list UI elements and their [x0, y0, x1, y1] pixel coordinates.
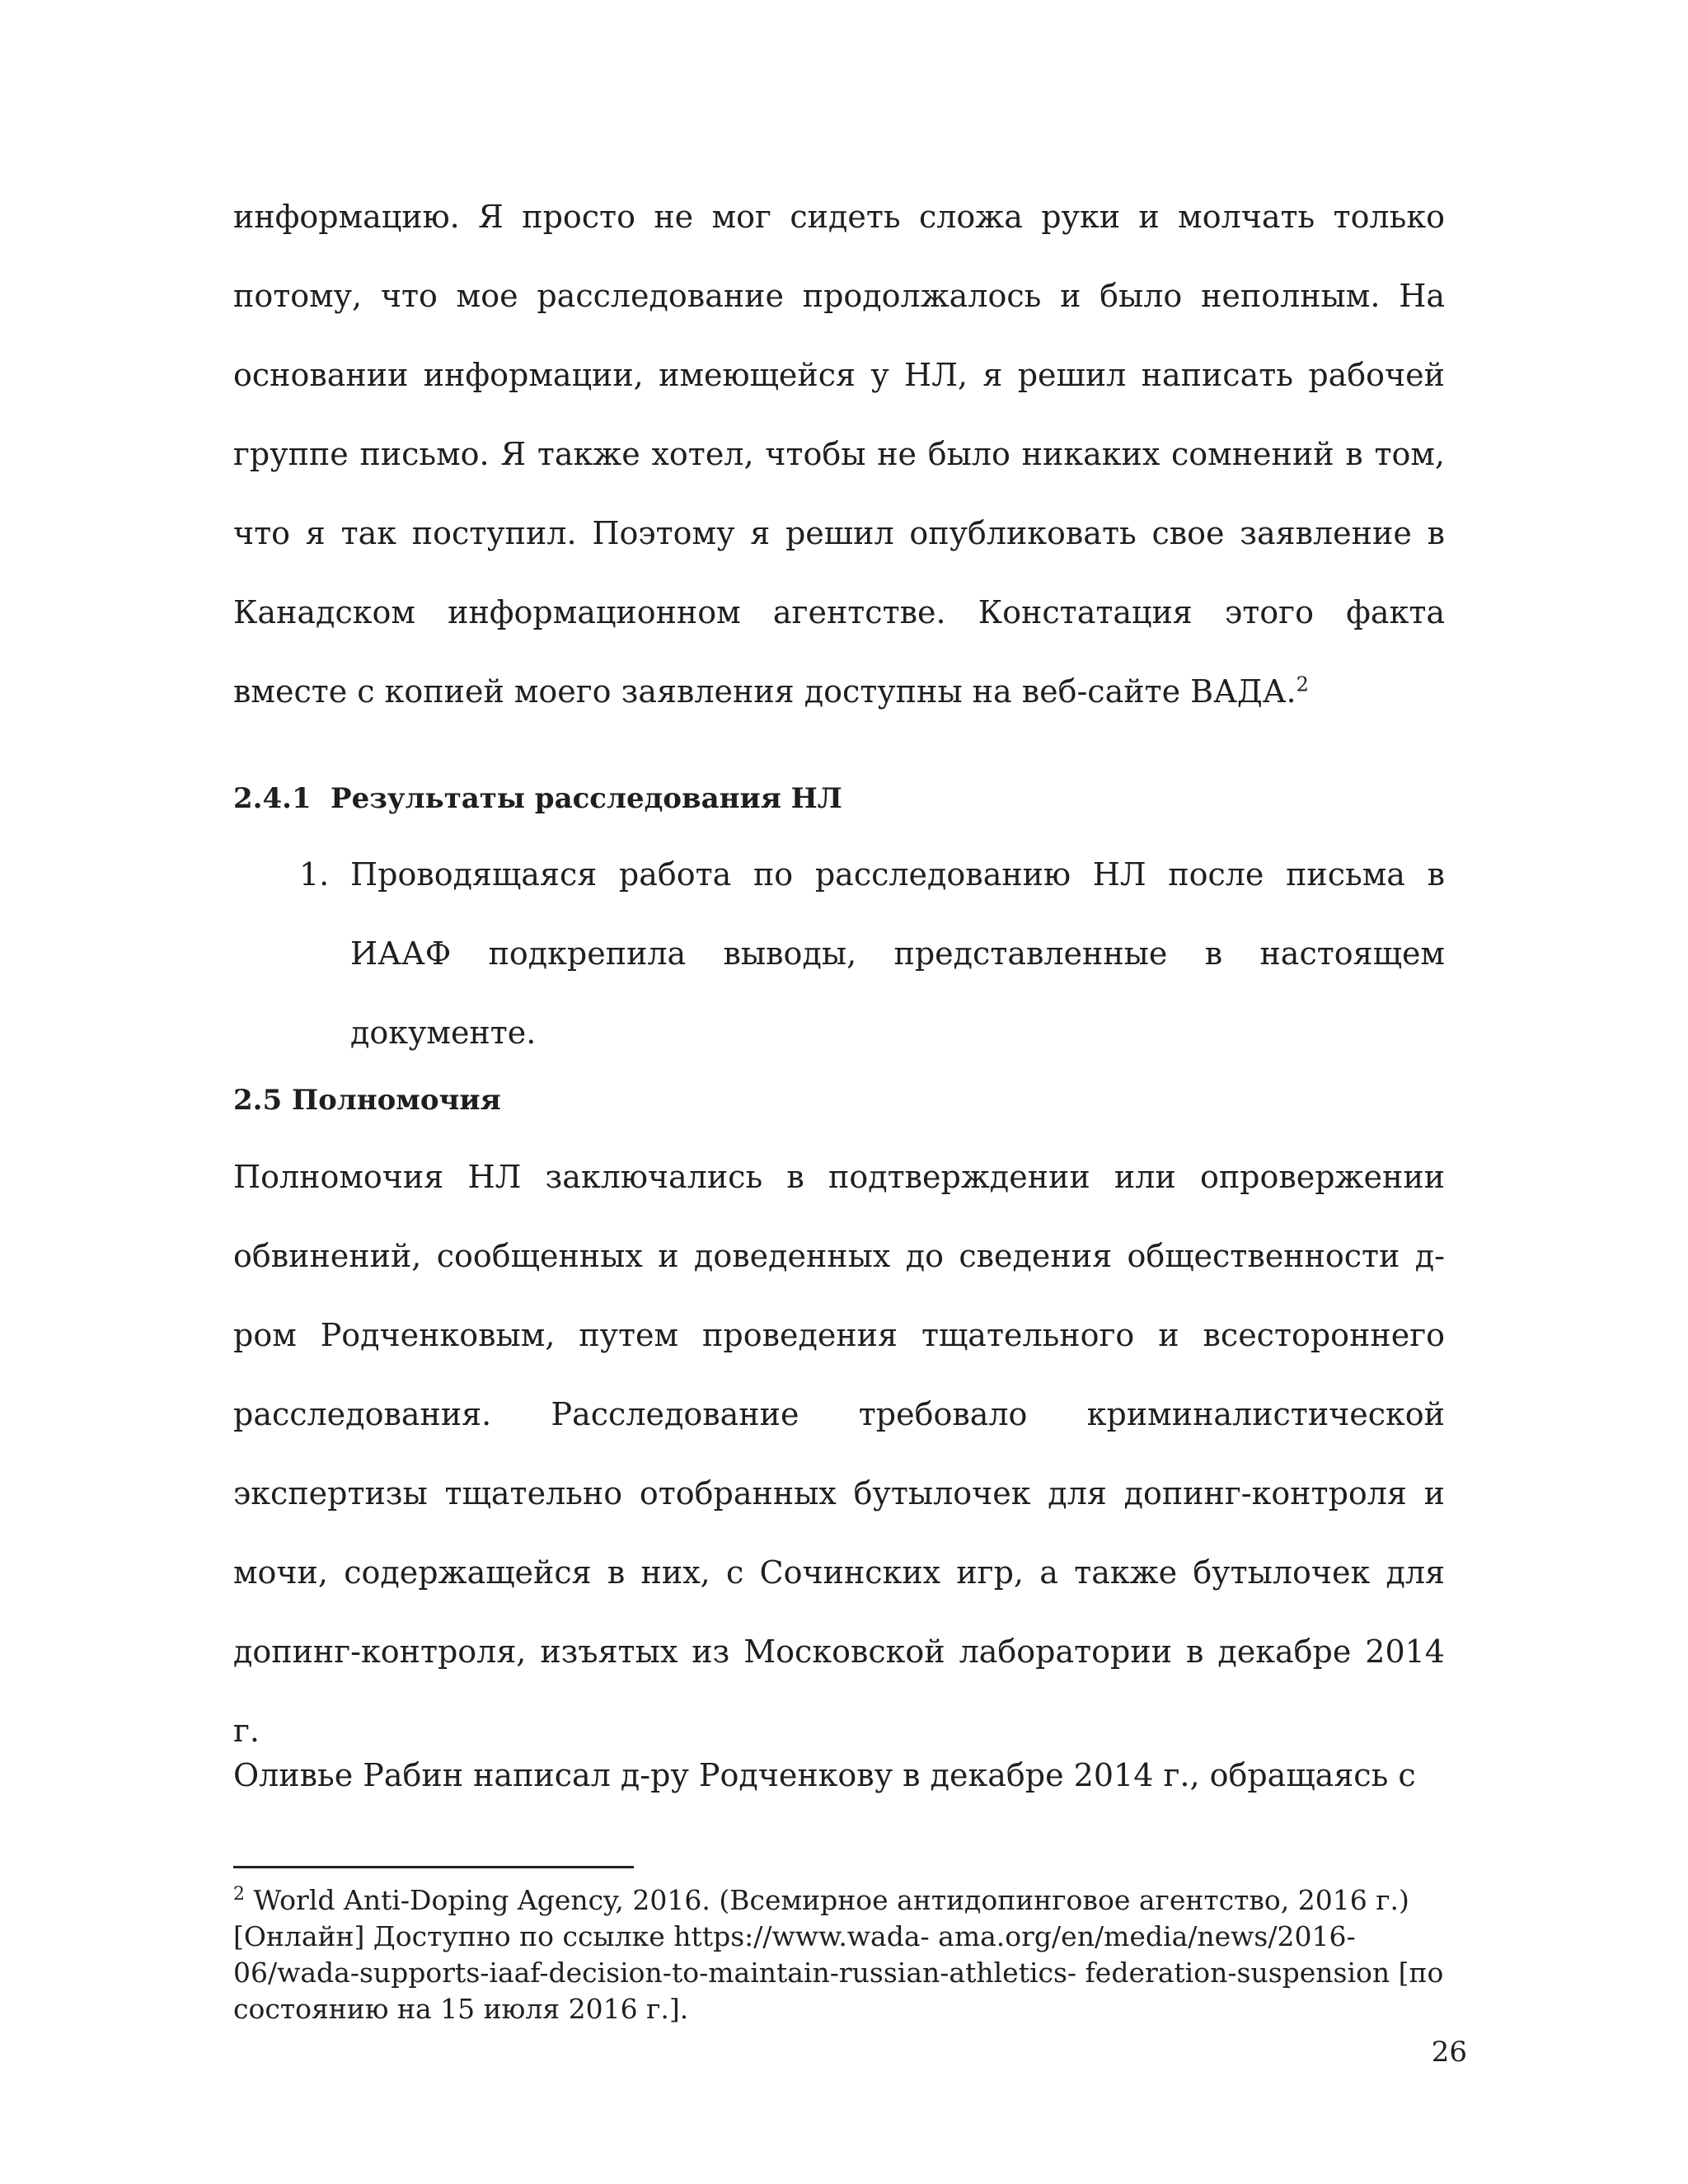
footnote-reference[interactable]: 2: [1296, 673, 1309, 696]
section-number: 2.4.1: [233, 782, 312, 815]
section-title: Результаты расследования НЛ: [331, 782, 842, 815]
page-number: 26: [1431, 2036, 1467, 2069]
footnote-marker: 2: [233, 1884, 245, 1905]
body-paragraph: [233, 177, 1445, 731]
footnote: [233, 1882, 1453, 2027]
body-paragraph-text: информацию. Я просто не мог сидеть сложа руки и молчать только потому, что мое расследование продолжалось и было неполным. На основании информации, имеющейся у НЛ, я решил написать рабочей группе письмо. Я также хотел, чтобы не было никаких сомнений в том, что я так поступил. Поэтому я решил опубликовать свое заявление в Канадском информационном агентстве. Констатация этого факта вместе с копией моего заявления доступны на веб-сайте ВАДА.: [233, 199, 1445, 710]
section-heading-2-4-1: [233, 779, 842, 818]
list-item-text: Проводящаяся работа по расследованию НЛ после письма в ИААФ подкрепила выводы, представленные в настоящем документе.: [350, 856, 1445, 1051]
footnote-separator: [233, 1866, 634, 1868]
body-paragraph: Оливье Рабин написал д-ру Родченкову в декабре 2014 г., обращаясь с: [233, 1757, 1416, 1793]
footnote-text: World Anti-Doping Agency, 2016. (Всемирное антидопинговое агентство, 2016 г.) [Онлайн] Доступно по ссылке https://www.wada- ama.org/en/media/news/2016-06/wada-supports-iaaf-decision-to-maintain-russian-athletics- federation-suspension [по состоянию на 15 июля 2016 г.].: [233, 1884, 1444, 2025]
list-item: [233, 835, 1445, 1072]
body-paragraph: Полномочия НЛ заключались в подтверждении или опровержении обвинений, сообщенных и доведенных до сведения общественности д-ром Родченковым, путем проведения тщательного и всестороннего расследования. Расследование требовало криминалистической экспертизы тщательно отобранных бутылочек для допинг-контроля и мочи, содержащейся в них, с Сочинских игр, а также бутылочек для допинг-контроля, изъятых из Московской лаборатории в декабре 2014 г.: [233, 1159, 1445, 1749]
section-heading-2-5: 2.5 Полномочия: [233, 1084, 501, 1117]
list-marker: 1.: [299, 856, 330, 893]
